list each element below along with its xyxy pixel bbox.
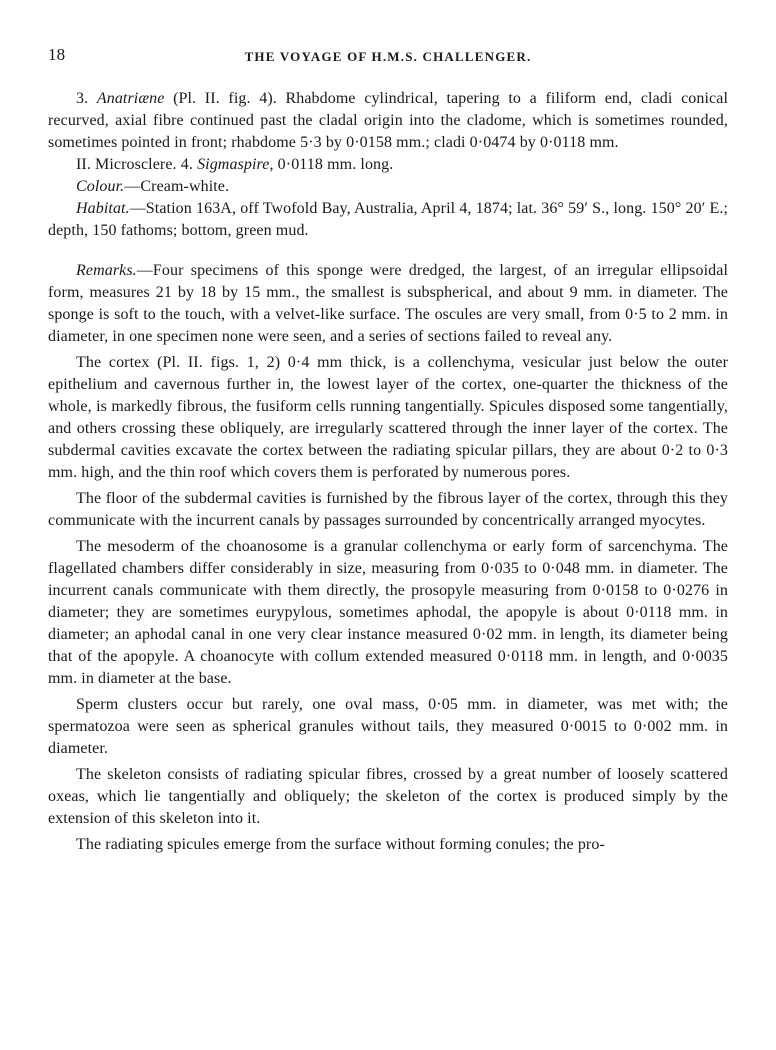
document-page <box>48 44 728 860</box>
running-title: THE VOYAGE OF H.M.S. CHALLENGER. <box>244 49 532 64</box>
microsclere-term: Sigmaspire <box>197 156 270 173</box>
habitat-label: Habitat. <box>76 200 130 217</box>
remarks-paragraph-2: The cortex (Pl. II. figs. 1, 2) 0·4 mm thick, is a collenchyma, vesicular just below the outer epithelium and cavernous further in, the lowest layer of the cortex, one-quarter the thickness of the whole, is markedly fibrous, the fusiform cells running tangentially. Spicules disposed some tangentially, and others crossing these obliquely, are irregularly scattered through the inner layer of the cortex. The subdermal cavities excavate the cortex between the radiating spicular pillars, they are about 0·2 to 0·3 mm. high, and the thin roof which covers them is perforated by numerous pores. <box>48 354 728 481</box>
remarks-paragraph-7: The radiating spicules emerge from the surface without forming conules; the pro- <box>76 836 605 853</box>
colour-line <box>48 176 728 198</box>
remarks-paragraph-6: The skeleton consists of radiating spicular fibres, crossed by a great number of loosely scattered oxeas, which lie tangentially and obliquely; the skeleton of the cortex is produced simply by the extension of this skeleton into it. <box>48 766 728 827</box>
remarks-paragraph-5: Sperm clusters occur but rarely, one oval mass, 0·05 mm. in diameter, was met with; the spermatozoa were seen as spherical granules without tails, they measured 0·0015 to 0·002 mm. in diameter. <box>48 696 728 757</box>
spicule-item-3 <box>48 88 728 154</box>
remarks-paragraph-3: The floor of the subdermal cavities is furnished by the fibrous layer of the cortex, through this they communicate with the incurrent canals by passages surrounded by concentrically arranged myocytes. <box>48 490 728 529</box>
item3-term: Anatriæne <box>96 90 165 107</box>
page-number: 18 <box>48 45 66 64</box>
colour-label: Colour. <box>76 178 125 195</box>
item3-text: (Pl. II. fig. 4). Rhabdome cylindrical, tapering to a filiform end, cladi conical recurved, axial fibre continued past the cladal origin into the cladome, which is sometimes rounded, sometimes pointed in front; rhabdome 5·3 by 0·0158 mm.; cladi 0·0474 by 0·0118 mm. <box>48 90 728 151</box>
item3-number: 3. <box>76 90 89 107</box>
species-entry <box>48 88 728 242</box>
remarks-section <box>48 260 728 856</box>
microsclere-line <box>48 154 728 176</box>
page-header <box>48 44 728 72</box>
habitat-line <box>48 198 728 242</box>
remarks-label: Remarks. <box>76 262 137 279</box>
colour-text: —Cream-white. <box>124 178 230 195</box>
remarks-p1-text: —Four specimens of this sponge were dredged, the largest, of an irregular ellipsoidal form, measures 21 by 18 by 15 mm., the smallest is subspherical, and about 9 mm. in diameter. The sponge is soft to the touch, with a velvet-like surface. The oscules are very small, from 0·5 to 2 mm. in diameter, in one specimen none were seen, and a series of sections failed to reveal any. <box>48 262 728 345</box>
microsclere-text: , 0·0118 mm. long. <box>269 156 394 173</box>
habitat-text: —Station 163A, off Twofold Bay, Australia, April 4, 1874; lat. 36° 59′ S., long. 150° 20′ E.; depth, 150 fathoms; bottom, green mud. <box>48 200 728 239</box>
remarks-paragraph-1 <box>48 260 728 348</box>
microsclere-prefix: II. Microsclere. 4. <box>76 156 198 173</box>
remarks-paragraph-4: The mesoderm of the choanosome is a granular collenchyma or early form of sarcenchyma. The flagellated chambers differ considerably in size, measuring from 0·035 to 0·048 mm. in diameter. The incurrent canals communicate with them directly, the prosopyle measuring from 0·0158 to 0·0276 in diameter; they are sometimes eurypylous, sometimes aphodal, the apopyle is about 0·0118 mm. in diameter; an aphodal canal in one very clear instance measured 0·02 mm. in length, its diameter being that of the apopyle. A choanocyte with collum extended measured 0·0118 mm. in length, and 0·0035 mm. in diameter at the base. <box>48 538 728 687</box>
